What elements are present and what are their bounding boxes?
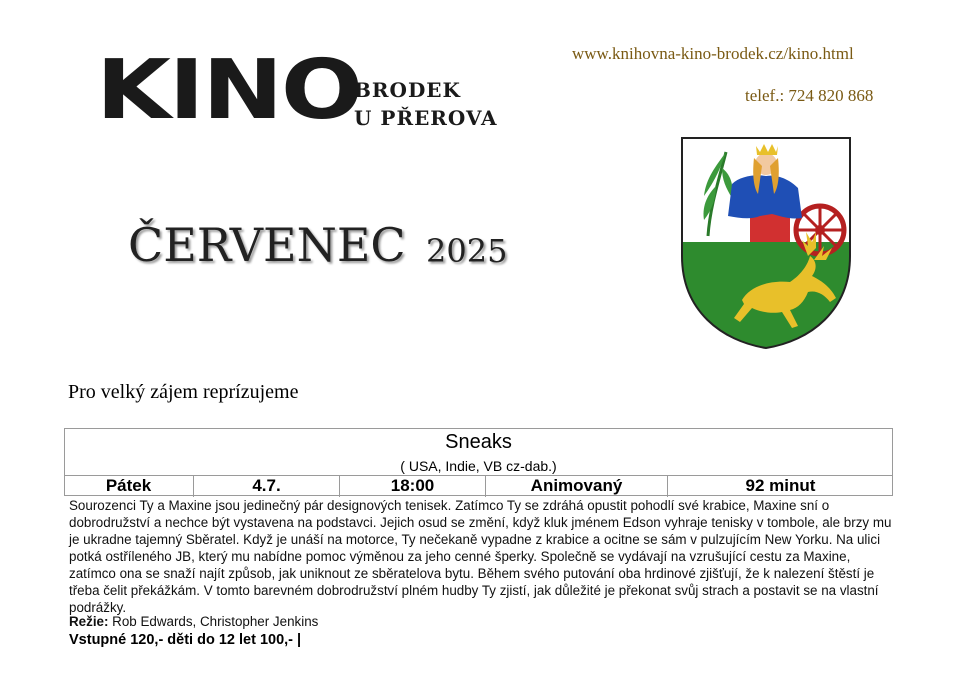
film-listing <box>64 428 893 496</box>
screening-row <box>64 475 893 497</box>
screening-day: Pátek <box>64 476 194 497</box>
film-title: Sneaks <box>445 431 512 453</box>
logo-town-line2: U PŘEROVA <box>354 106 498 130</box>
phone-number: telef.: 724 820 868 <box>745 86 874 105</box>
film-synopsis: Sourozenci Ty a Maxine jsou jedinečný pár designových tenisek. Zatímco Ty se zdráhá opustit pohodlí své krabice, Maxine sní o dobrodružství a nechce být vystavena na podstavci. Jejich osud se změní, když kluk jménem Edson vyhraje tenisky v tombole, ale brzy mu je ukradne tajemný Sběratel. Když je unáší na motorce, Ty nečekaně vypadne z krabice a ocitne se sám v pulzujícím New Yorku. Na ulici potká ostříleného JB, který mu nabídne pomoc výměnou za jeho cenné šperky. Společně se vydávají na vzrušující cestu za Maxine, zatímco ona se snaží najít způsob, jak uniknout ze sběratelova bytu. Během svého putování oba hrdinové zjišťují, že k nalezení štěstí je třeba čelit překážkám. V tomto barevném dobrodružství plném hudby Ty zjistí, jak důležité je překonat svůj strach a postavit se na vlastní podrážky. <box>69 498 892 615</box>
program-month: ČERVENEC <box>128 218 406 272</box>
admission-price: Vstupné 120,- děti do 12 let 100,- | <box>69 632 302 648</box>
film-genre: Animovaný <box>486 476 668 497</box>
film-origin: ( USA, Indie, VB cz-dab.) <box>400 458 557 474</box>
screening-time: 18:00 <box>340 476 486 497</box>
program-year: 2025 <box>426 232 508 270</box>
film-duration: 92 minut <box>745 476 816 495</box>
wheel-icon <box>796 206 844 254</box>
film-director <box>69 614 318 629</box>
logo-kino-text: KINO <box>96 43 361 138</box>
town-coat-of-arms-icon <box>680 136 852 350</box>
screening-date: 4.7. <box>194 476 340 497</box>
logo-town-line1: BRODEK <box>354 78 461 102</box>
website-url[interactable]: www.knihovna-kino-brodek.cz/kino.html <box>572 44 854 63</box>
director-label: Režie: <box>69 614 109 629</box>
director-names: Rob Edwards, Christopher Jenkins <box>108 614 319 629</box>
reprise-note: Pro velký zájem reprízujeme <box>68 381 299 403</box>
